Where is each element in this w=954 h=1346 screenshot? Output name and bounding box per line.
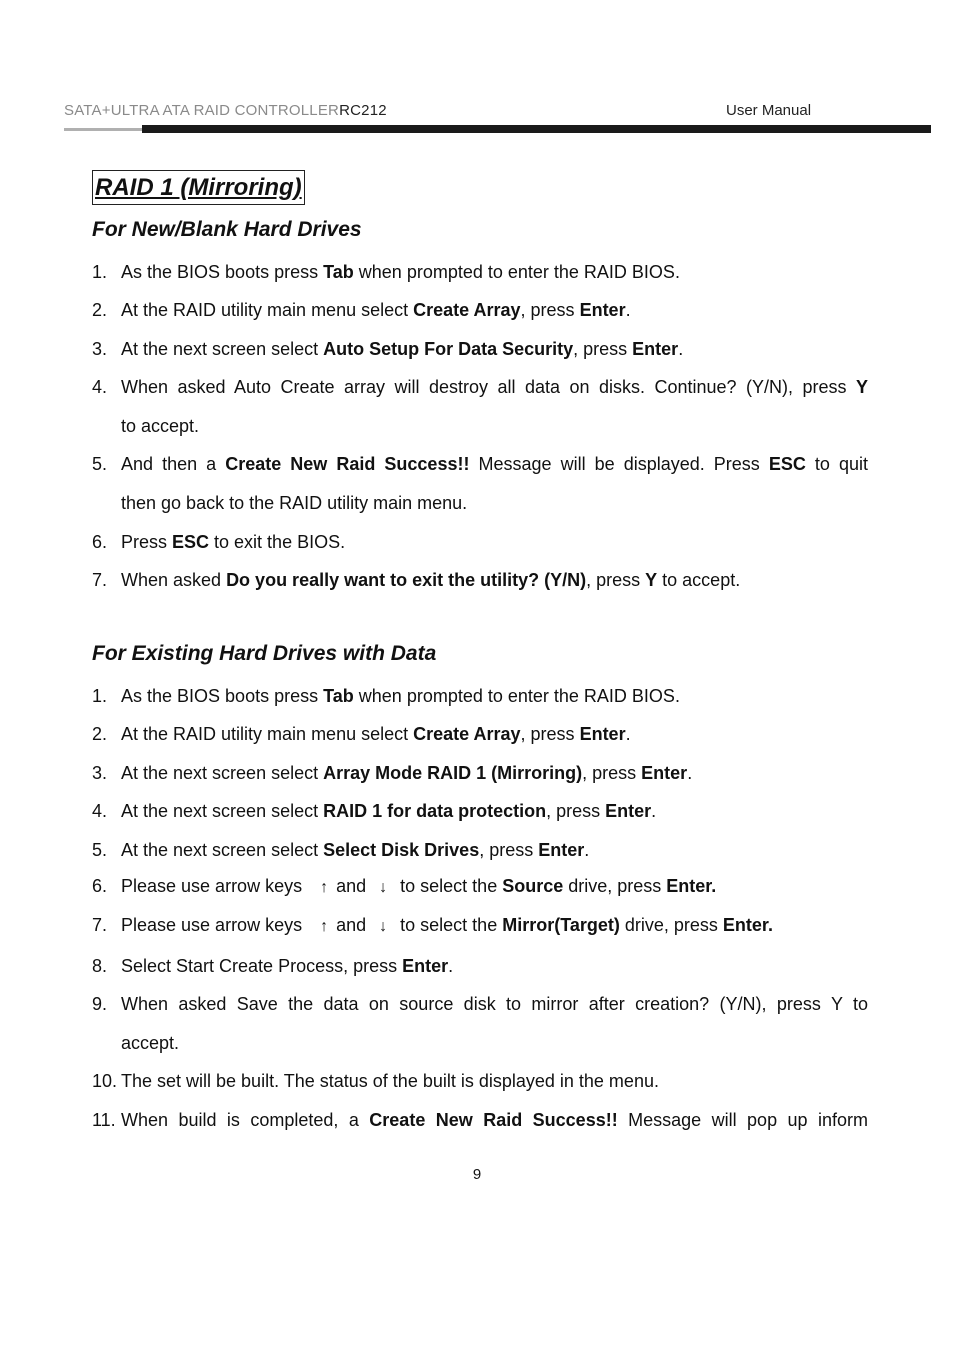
step-text: When asked Do you really want to exit the utility? (Y/N), press Y to accept. [121, 570, 741, 590]
down-arrow-icon: ↓ [379, 918, 388, 935]
running-header [64, 102, 824, 122]
step-text: At the next screen select Array Mode RAID 1 (Mirroring), press Enter. [121, 763, 693, 783]
section1-heading: For New/Blank Hard Drives [92, 218, 362, 241]
step-number: 11. [92, 1110, 116, 1130]
step-number: 3. [92, 763, 108, 783]
step-number: 4. [92, 801, 108, 821]
step-text: As the BIOS boots press Tab when prompted to enter the RAID BIOS. [121, 686, 680, 706]
step-number: 8. [92, 956, 108, 976]
step-number: 7. [92, 915, 108, 935]
step-number: 5. [92, 454, 108, 474]
step-text: At the next screen select Select Disk Drives, press Enter. [121, 840, 590, 860]
header-manual-label: User Manual [726, 102, 812, 119]
up-arrow-icon: ↑ [320, 879, 329, 896]
step-text-continued: to accept. [121, 416, 200, 436]
step-number: 9. [92, 994, 108, 1014]
step-text: The set will be built. The status of the built is displayed in the menu. [121, 1071, 659, 1091]
step-number: 5. [92, 840, 108, 860]
up-arrow-icon: ↑ [320, 918, 329, 935]
down-arrow-icon: ↓ [379, 879, 388, 896]
step-text: As the BIOS boots press Tab when prompted to enter the RAID BIOS. [121, 262, 680, 282]
step-text: Please use arrow keys ↑ and ↓ to select the Source drive, press Enter. [121, 875, 868, 899]
step-text: When build is completed, a Create New Raid Success!! Message will pop up inform [121, 1110, 868, 1130]
step-text-continued: then go back to the RAID utility main menu. [121, 493, 468, 513]
header-rule-thin [64, 128, 142, 131]
section2-heading: For Existing Hard Drives with Data [92, 642, 437, 665]
step-number: 2. [92, 300, 108, 320]
step-number: 1. [92, 686, 108, 706]
step-text-continued: accept. [121, 1033, 180, 1053]
step-number: 6. [92, 876, 108, 896]
step-text: When asked Auto Create array will destroy all data on disks. Continue? (Y/N), press Y [121, 377, 868, 397]
header-model: RC212 [339, 102, 387, 119]
header-rule-thick [142, 125, 931, 133]
step-text: At the next screen select Auto Setup For Data Security, press Enter. [121, 339, 684, 359]
page-number: 9 [472, 1166, 482, 1183]
step-text: And then a Create New Raid Success!! Message will be displayed. Press ESC to quit [121, 454, 869, 474]
step-number: 2. [92, 724, 108, 744]
header-product-prefix: SATA+ULTRA ATA RAID CONTROLLER [64, 102, 340, 119]
step-text: At the RAID utility main menu select Create Array, press Enter. [121, 300, 631, 320]
step-text: When asked Save the data on source disk to mirror after creation? (Y/N), press Y to [121, 994, 868, 1014]
step-text: At the next screen select RAID 1 for data protection, press Enter. [121, 801, 657, 821]
step-number: 4. [92, 377, 108, 397]
step-number: 10. [92, 1071, 118, 1091]
step-number: 6. [92, 532, 108, 552]
header-product [64, 102, 387, 119]
step-text: At the RAID utility main menu select Create Array, press Enter. [121, 724, 631, 744]
step-number: 7. [92, 570, 108, 590]
step-number: 3. [92, 339, 108, 359]
page-title: RAID 1 (Mirroring) [92, 170, 305, 205]
step-text: Press ESC to exit the BIOS. [121, 532, 346, 552]
step-text: Select Start Create Process, press Enter. [121, 956, 454, 976]
step-text: Please use arrow keys ↑ and ↓ to select the Mirror(Target) drive, press Enter. [121, 914, 868, 938]
step-number: 1. [92, 262, 108, 282]
